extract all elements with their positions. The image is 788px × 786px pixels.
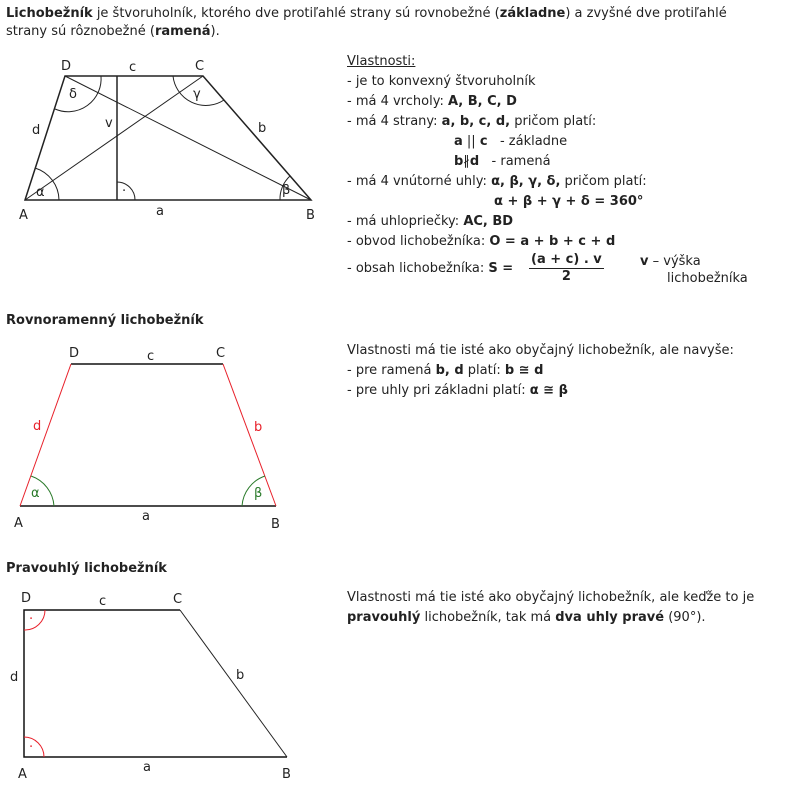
t: a — [454, 134, 463, 149]
t: dva uhly pravé — [555, 610, 665, 625]
side-a: a — [143, 760, 151, 775]
property-sides — [347, 112, 647, 132]
text — [347, 608, 754, 628]
property-area — [347, 252, 748, 286]
text: - má uhlopriečky: — [347, 214, 464, 229]
text: – výška — [648, 254, 701, 269]
diagonals: AC, BD — [463, 214, 514, 229]
text: pričom platí: — [510, 114, 597, 129]
right-angle-dot: · — [29, 740, 34, 755]
text: - má 4 vnútorné uhly: — [347, 174, 492, 189]
denominator: 2 — [561, 269, 571, 284]
t: - pre ramená — [347, 363, 436, 378]
t: lichobežník, tak má — [420, 610, 556, 625]
not-parallel-symbol: ∦ — [463, 154, 470, 169]
trapezoid-figure — [25, 76, 311, 200]
side-b: b — [236, 668, 245, 683]
area-s: S = — [488, 261, 514, 276]
t: - pre uhly pri základni platí: — [347, 383, 530, 398]
intro-text: ) a zvyšné dve protiľahlé — [565, 6, 727, 21]
right-angle-arc-d — [24, 610, 45, 630]
vertex-b: B — [271, 517, 280, 532]
vertex-a: A — [18, 767, 27, 782]
angles-property — [347, 381, 734, 401]
alpha-label: α — [31, 486, 40, 501]
text: Vlastnosti má tie isté ako obyčajný lichobežník, ale keďže to je — [347, 590, 755, 605]
bases-term: základne — [499, 6, 566, 21]
t: α ≅ β — [529, 383, 568, 398]
trapezoid-outline — [25, 76, 311, 200]
beta-label: β — [282, 183, 291, 198]
side-a: a — [156, 204, 164, 219]
t: - základne — [499, 134, 568, 149]
vertex-c: C — [195, 59, 205, 74]
right-angle-dot: · — [29, 612, 34, 627]
side-c: c — [147, 349, 155, 364]
isosceles-trapezoid-figure — [20, 364, 276, 506]
side-d: d — [32, 123, 41, 138]
text: pričom platí: — [560, 174, 647, 189]
property-diagonals — [347, 212, 647, 232]
angles: α, β, γ, δ, — [491, 174, 561, 189]
trapezoid-sides — [24, 610, 287, 757]
diagonal-bd — [65, 76, 311, 200]
right-trapezoid-figure — [24, 610, 287, 757]
property-angles — [347, 172, 647, 192]
alpha-label: α — [36, 185, 45, 200]
vertex-c: C — [173, 592, 183, 607]
delta-label: δ — [69, 87, 77, 102]
t: (90°). — [664, 610, 706, 625]
height-desc — [640, 254, 701, 270]
property-perimeter — [347, 232, 647, 252]
term: Lichobežník — [6, 6, 93, 21]
text: lichobežníka — [667, 271, 748, 286]
leg-b — [223, 364, 276, 506]
text: - obvod lichobežníka: — [347, 234, 490, 249]
t: platí: — [463, 363, 505, 378]
side-c: c — [99, 594, 107, 609]
vertex-d: D — [69, 346, 80, 361]
area-fraction — [529, 252, 604, 285]
perimeter-formula: O = a + b + c + d — [489, 234, 616, 249]
t: c — [479, 134, 488, 149]
vertices: A, B, C, D — [447, 94, 517, 109]
side-c: c — [129, 60, 137, 75]
text: - má 4 strany: — [347, 114, 442, 129]
sides: a, b, c, d, — [441, 114, 511, 129]
isosceles-heading: Rovnoramenný lichobežník — [6, 313, 204, 328]
text — [347, 261, 513, 277]
v: v — [640, 254, 649, 269]
properties-title: Vlastnosti: — [347, 54, 416, 69]
vertex-d: D — [21, 591, 32, 606]
fig3-labels — [10, 591, 291, 782]
intro-text: ). — [210, 24, 220, 39]
right-angle-dot: · — [122, 184, 127, 199]
legs-term: ramená — [154, 24, 211, 39]
side-b: b — [258, 121, 267, 136]
text: - obsah lichobežníka: — [347, 261, 489, 276]
intro-text: strany sú rôznobežné ( — [6, 24, 155, 39]
property-vertices — [347, 92, 647, 112]
angle-sum — [347, 192, 647, 212]
t: b ≅ d — [504, 363, 544, 378]
text: Vlastnosti má tie isté ako obyčajný lichobežník, ale navyše: — [347, 343, 734, 358]
height-label: v — [105, 116, 113, 131]
side-b: b — [254, 420, 263, 435]
isosceles-properties — [347, 341, 734, 401]
t: - ramená — [491, 154, 551, 169]
right-heading: Pravouhlý lichobežník — [6, 561, 167, 576]
vertex-b: B — [306, 208, 315, 223]
angle-delta-arc — [55, 76, 101, 112]
diagonal-ac — [25, 76, 203, 200]
vertex-a: A — [19, 208, 28, 223]
legs-property — [347, 361, 734, 381]
t: b, d — [435, 363, 464, 378]
intro-text: je štvoruholník, ktorého dve protiľahlé strany sú rovnobežné ( — [92, 6, 500, 21]
leg-d — [20, 364, 71, 506]
nonparallel-relation — [347, 152, 647, 172]
side-d: d — [10, 670, 19, 685]
parallel-symbol: || — [466, 134, 476, 149]
parallel-relation — [347, 132, 647, 152]
vertex-b: B — [282, 767, 291, 782]
right-angle-arc-a — [24, 737, 44, 757]
right-properties — [347, 588, 754, 628]
numerator: (a + c) . v — [531, 252, 602, 267]
t: pravouhlý — [347, 610, 421, 625]
angle-sum-eq: α + β + γ + δ = 360° — [494, 194, 644, 209]
vertex-d: D — [61, 59, 72, 74]
vertex-c: C — [216, 346, 226, 361]
property-convex: - je to konvexný štvoruholník — [347, 74, 536, 89]
properties-list — [347, 52, 748, 286]
beta-label: β — [254, 486, 263, 501]
side-a: a — [142, 509, 150, 524]
gamma-label: γ — [193, 87, 201, 102]
t: b — [454, 154, 464, 169]
side-d: d — [33, 419, 42, 434]
t: d — [469, 154, 480, 169]
text: - má 4 vrcholy: — [347, 94, 448, 109]
vertex-a: A — [14, 516, 23, 531]
fig1-labels — [19, 59, 315, 223]
side-b-line — [180, 610, 287, 757]
